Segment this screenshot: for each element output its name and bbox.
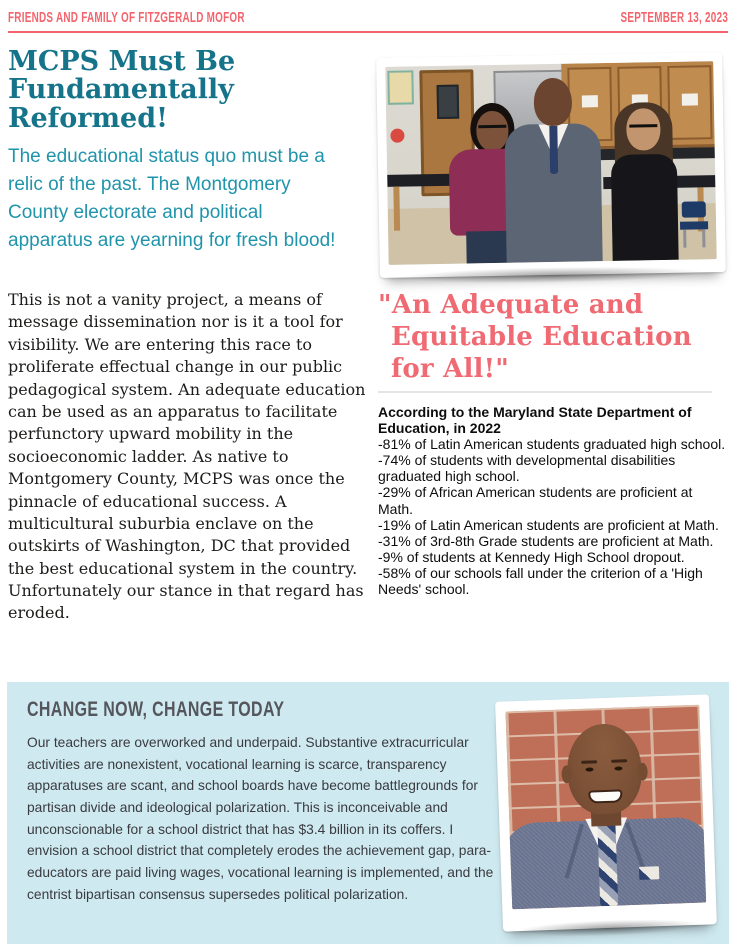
woman-left-face xyxy=(476,111,509,152)
chair-legs xyxy=(683,229,705,247)
portrait-ear xyxy=(637,763,648,781)
pull-quote-line: for All!" xyxy=(391,354,509,385)
statistics-heading: According to the Maryland State Department of Education, in 2022 xyxy=(378,404,692,437)
change-panel-heading: CHANGE NOW, CHANGE TODAY xyxy=(27,698,285,721)
stat-item: -19% of Latin American students are proficient at Math. xyxy=(378,516,719,533)
portrait-eyebrow xyxy=(581,760,597,764)
woman-left-glasses xyxy=(478,125,506,128)
stat-item: -29% of African American students are proficient at Math. xyxy=(378,484,693,517)
masthead-title: FRIENDS AND FAMILY OF FITZGERALD MOFOR xyxy=(8,9,245,26)
man-center-face xyxy=(533,78,572,127)
portrait-photo xyxy=(505,705,706,910)
classroom-photo xyxy=(385,61,716,265)
stat-item: -9% of students at Kennedy High School dropout. xyxy=(378,548,685,565)
cabinet-label xyxy=(682,93,698,105)
cabinet-door xyxy=(667,65,712,140)
portrait-smile xyxy=(588,789,622,803)
pull-quote-line: Equitable Education xyxy=(391,322,692,353)
section-divider xyxy=(378,391,712,393)
cabinet-label xyxy=(582,95,598,107)
portrait-eyebrow xyxy=(611,759,627,763)
article-headline: MCPS Must Be Fundamentally Reformed! xyxy=(8,46,236,134)
woman-right-black-top xyxy=(611,154,679,261)
student-chair xyxy=(680,201,711,248)
pull-quote-line: "An Adequate and xyxy=(378,290,644,320)
door-window xyxy=(437,85,460,119)
change-panel-body: Our teachers are overworked and underpaid. Substantive extracurricular activities are nonexistent, vocational learning is scarce, transparency apparatuses are scant, and school boards have become battlegrounds for partisan divide and ideological polarization. This is inconceivable and unconscionable for a school district that has $3.4 billion in its coffers. I envision a school district that completely erodes the achievement gap, para-educators are paid living wages, vocational learning is implemented, and the centrist bipartisan consensus supersedes political polarization. xyxy=(27,735,494,902)
wall-sign xyxy=(390,129,404,143)
pull-quote xyxy=(378,289,722,386)
stat-item: -58% of our schools fall under the criterion of a 'High Needs' school. xyxy=(378,564,703,598)
statistics-block xyxy=(378,404,726,597)
wall-poster xyxy=(387,70,414,104)
man-center-tie xyxy=(549,126,558,174)
stat-item: -81% of Latin American students graduated high school. xyxy=(378,436,726,453)
chair-back xyxy=(682,201,706,217)
portrait-photo-frame xyxy=(495,694,717,931)
article-body: This is not a vanity project, a means of message dissemination nor is it a tool for visibility. We are entering this race to proliferate effectual change in our public pedagogical system. An adequate education can be used as an apparatus to facilitate perfunctory upward mobility in the socioeconomic ladder. As native to Montgomery County, MCPS was once the pinnacle of educational success. A multicultural suburbia enclave on the outskirts of Washington, DC that provided the best educational system in the country. Unfortunately our stance in that regard has eroded. xyxy=(8,290,366,623)
pocket-square xyxy=(639,866,659,880)
woman-right-face xyxy=(626,108,661,151)
table-leg xyxy=(393,187,400,231)
stat-item: -31% of 3rd-8th Grade students are proficient at Math. xyxy=(378,532,714,549)
stat-item: -74% of students with developmental disabilities graduated high school. xyxy=(378,452,676,485)
masthead-rule xyxy=(8,31,728,33)
woman-right-glasses xyxy=(629,124,657,127)
classroom-photo-frame xyxy=(376,52,726,278)
portrait-checkered-tie xyxy=(597,824,618,907)
change-panel xyxy=(7,682,729,944)
masthead-date: SEPTEMBER 13, 2023 xyxy=(620,9,728,26)
article-standfirst: The educational status quo must be a relic of the past. The Montgomery County electorate and political apparatus are yearning for fresh blood! xyxy=(8,146,336,251)
